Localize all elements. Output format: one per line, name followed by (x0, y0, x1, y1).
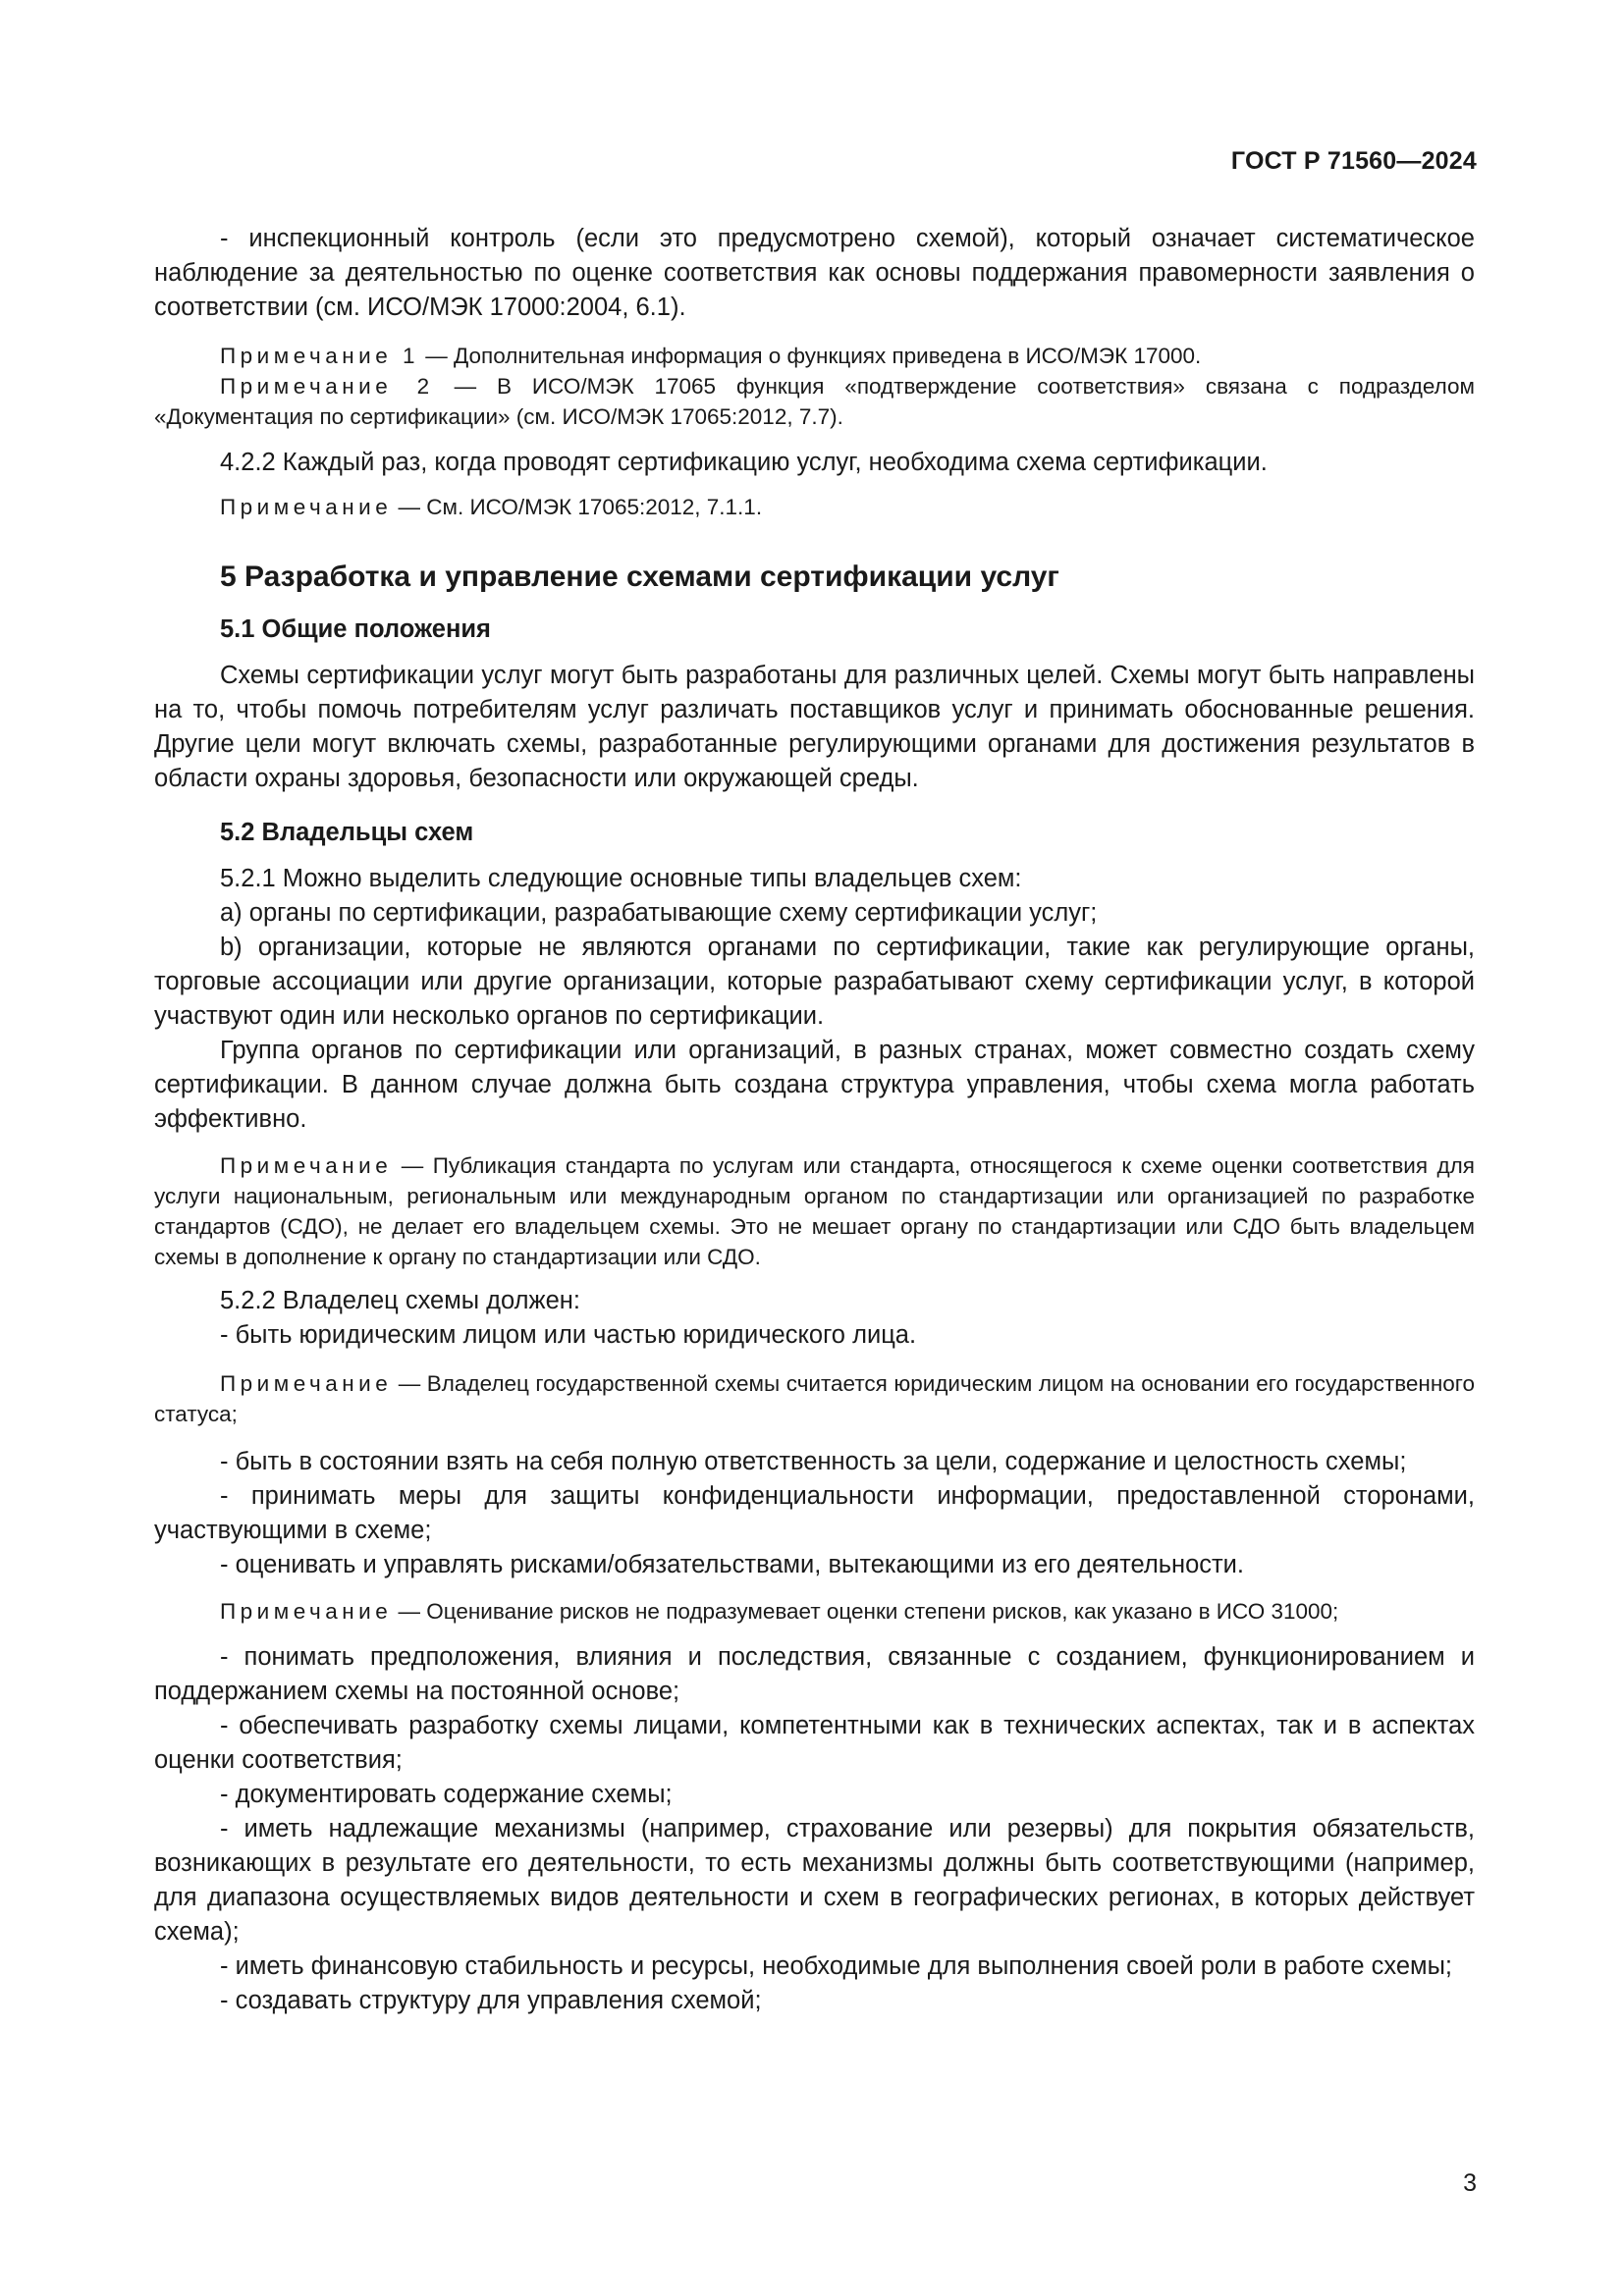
note-label: Примечание 2 (220, 374, 434, 399)
note-label: Примечание (220, 1599, 393, 1624)
note-4 (154, 1150, 1475, 1272)
note-text: — Дополнительная информация о функциях приведена в ИСО/МЭК 17000. (419, 344, 1202, 368)
list-item-competent-persons: - обеспечивать разработку схемы лицами, компетентными как в технических аспектах, так и в аспектах оценки соответствия; (154, 1712, 1475, 1774)
list-item-structure: - создавать структуру для управления схемой; (220, 1987, 762, 2014)
list-item-mechanisms: - иметь надлежащие механизмы (например, страхование или резервы) для покрытия обязательств, возникающих в результате его деятельности, то есть механизмы должны быть соответствующими (например, для диапазона осуществляемых видов деятельности и схем в географических регионах, в которых действует схема); (154, 1815, 1475, 1946)
paragraph-5-1: Схемы сертификации услуг могут быть разработаны для различных целей. Схемы могут быть направлены на то, чтобы помочь потребителям услуг различать поставщиков услуг и принимать обоснованные решения. Другие цели могут включать схемы, разработанные регулирующими органами для достижения результатов в области охраны здоровья, безопасности или окружающей среды. (154, 662, 1475, 792)
note-2 (154, 371, 1475, 432)
paragraph-inspection-control: - инспекционный контроль (если это предусмотрено схемой), который означает систематическое наблюдение за деятельностью по оценке соответствия как основы поддержания правомерности заявления о соответствии (см. ИСО/МЭК 17000:2004, 6.1). (154, 225, 1475, 321)
subsection-heading-5-1: 5.1 Общие положения (220, 615, 491, 643)
note-3 (154, 492, 1475, 522)
note-text: — Оценивание рисков не подразумевает оценки степени рисков, как указано в ИСО 31000; (392, 1599, 1339, 1624)
note-text: — См. ИСО/МЭК 17065:2012, 7.1.1. (392, 495, 763, 519)
list-item-assumptions: - понимать предположения, влияния и последствия, связанные с созданием, функционированием и поддержанием схемы на постоянной основе; (154, 1643, 1475, 1705)
note-label: Примечание (220, 495, 393, 519)
list-item-responsibility: - быть в состоянии взять на себя полную ответственность за цели, содержание и целостность схемы; (220, 1448, 1407, 1475)
list-item-b: b) организации, которые не являются органами по сертификации, такие как регулирующие органы, торговые ассоциации или другие организации, которые разрабатывают схему сертификации услуг, в которой участвуют один или несколько органов по сертификации. (154, 934, 1475, 1030)
list-item-document-content: - документировать содержание схемы; (220, 1781, 673, 1808)
paragraph-5-2-1: 5.2.1 Можно выделить следующие основные типы владельцев схем: (220, 865, 1022, 892)
paragraph-5-2-2: 5.2.2 Владелец схемы должен: (220, 1287, 580, 1314)
list-item-legal-entity: - быть юридическим лицом или частью юридического лица. (220, 1321, 917, 1349)
note-label: Примечание (220, 1153, 393, 1178)
note-1 (154, 341, 1475, 371)
page-content (154, 222, 1475, 2018)
list-item-financial-stability: - иметь финансовую стабильность и ресурсы, необходимые для выполнения своей роли в работе схемы; (220, 1952, 1453, 1980)
note-5 (154, 1368, 1475, 1429)
paragraph-group-of-bodies: Группа органов по сертификации или организаций, в разных странах, может совместно создать схему сертификации. В данном случае должна быть создана структура управления, чтобы схема могла работать эффективно. (154, 1037, 1475, 1133)
note-label: Примечание (220, 1371, 393, 1396)
note-text: — Владелец государственной схемы считается юридическим лицом на основании его государственного статуса; (154, 1371, 1475, 1426)
page-number: 3 (1463, 2169, 1477, 2197)
section-heading-5: 5 Разработка и управление схемами сертификации услуг (220, 561, 1059, 593)
list-item-a: a) органы по сертификации, разрабатывающие схему сертификации услуг; (220, 899, 1098, 927)
note-text: — Публикация стандарта по услугам или стандарта, относящегося к схеме оценки соответствия для услуги национальным, региональным или международным органом по стандартизации или организацией по разработке стандартов (СДО), не делает его владельцем схемы. Это не мешает органу по стандартизации или СДО быть владельцем схемы в дополнение к органу по стандартизации или СДО. (154, 1153, 1475, 1269)
note-6 (154, 1596, 1475, 1627)
list-item-confidentiality: - принимать меры для защиты конфиденциальности информации, предоставленной сторонами, участвующими в схеме; (154, 1482, 1475, 1544)
note-label: Примечание 1 (220, 344, 419, 368)
subsection-heading-5-2: 5.2 Владельцы схем (220, 819, 474, 846)
paragraph-4-2-2: 4.2.2 Каждый раз, когда проводят сертификацию услуг, необходима схема сертификации. (220, 449, 1268, 476)
document-id-header: ГОСТ Р 71560—2024 (1230, 147, 1477, 175)
list-item-risks: - оценивать и управлять рисками/обязательствами, вытекающими из его деятельности. (220, 1551, 1245, 1578)
note-text: — В ИСО/МЭК 17065 функция «подтверждение соответствия» связана с подразделом «Документация по сертификации» (см. ИСО/МЭК 17065:2012, 7.7). (154, 374, 1475, 429)
